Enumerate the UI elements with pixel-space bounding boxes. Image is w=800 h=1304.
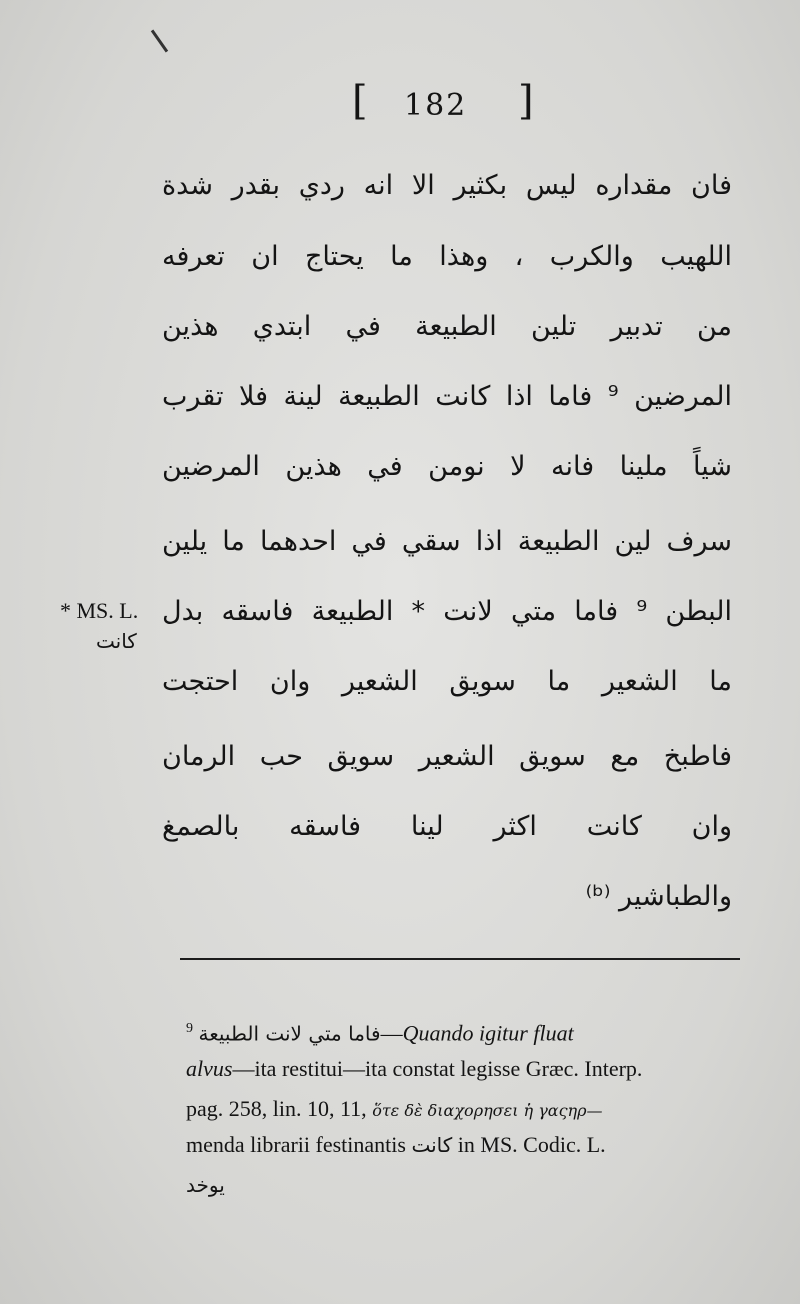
page-header — [0, 78, 800, 128]
ink-mark — [151, 29, 168, 52]
arabic-line: شياً ملينا فانه لا نومن في هذين المرضين — [162, 451, 732, 482]
arabic-line: وان كانت اكثر لينا فاسقه بالصمغ — [162, 811, 732, 842]
footnote-arabic-word: كانت — [411, 1133, 453, 1157]
arabic-line: المرضين ⁹ فاما اذا كانت الطبيعة لينة فلا تقرب — [162, 381, 732, 412]
footnote-divider — [180, 958, 740, 960]
footnote-dash: — — [380, 1020, 403, 1046]
footnote-line-4 — [186, 1128, 746, 1162]
page-number: 182 — [404, 88, 468, 123]
footnote-line-1 — [186, 1012, 746, 1050]
margin-note — [60, 596, 160, 656]
footnote-arabic-quote: فاما متي لانت الطبيعة — [198, 1021, 381, 1046]
header-bracket-right: ] — [518, 78, 534, 124]
arabic-line: البطن ⁹ فاما متي لانت * الطبيعة فاسقه بدل — [162, 596, 732, 627]
margin-note-arabic: كانت — [96, 629, 137, 653]
arabic-line: فاطبخ مع سويق الشعير سويق حب الرمان — [162, 741, 732, 772]
header-bracket-left: [ — [352, 78, 368, 124]
arabic-line: فان مقداره ليس بكثير الا انه ردي بقدر شدة — [162, 170, 732, 201]
footnote-line-3 — [186, 1092, 746, 1127]
show-through-text — [150, 170, 750, 970]
footnote-comment-2a: menda librarii festinantis — [186, 1132, 406, 1157]
arabic-line: من تدبير تلين الطبيعة في ابتدي هذين — [162, 311, 732, 342]
arabic-line: والطباشير ⁽ᵇ⁾ — [585, 881, 732, 912]
footnote-translation-cont: alvus — [186, 1056, 233, 1081]
footnote-arabic-catchword: يوخد — [186, 1173, 225, 1197]
footnote-reference: pag. 258, lin. 10, 11, — [186, 1096, 367, 1121]
footnote-comment-2b: in MS. Codic. L. — [457, 1132, 606, 1157]
arabic-line: سرف لين الطبيعة اذا سقي في احدهما ما يلين — [162, 526, 732, 557]
arabic-line: اللهيب والكرب ، وهذا ما يحتاج ان تعرفه — [162, 241, 732, 272]
footnote-comment: —ita restitui—ita constat legisse Græc. Interp. — [232, 1056, 643, 1081]
footnote-line-2 — [186, 1052, 746, 1085]
footnote-translation: Quando igitur fluat — [402, 1020, 574, 1046]
margin-note-latin: * MS. L. — [60, 598, 139, 623]
footnote-marker: 9 — [186, 1021, 193, 1036]
footnote-line-5 — [186, 1168, 746, 1202]
footnote-greek: ὅτε δὲ διαχορησει ἡ γαςηρ— — [372, 1101, 603, 1120]
arabic-line: ما الشعير ما سويق الشعير وان احتجت — [162, 666, 732, 697]
